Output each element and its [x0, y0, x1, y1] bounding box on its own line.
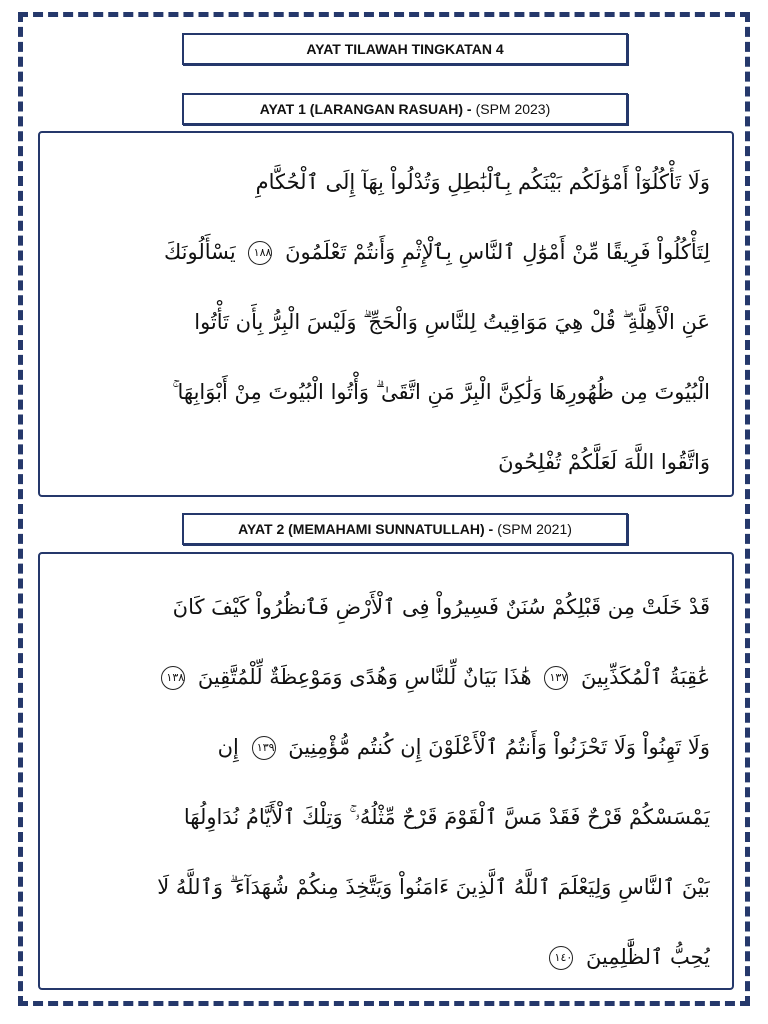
- page-title: [182, 33, 628, 65]
- verse-line: [62, 712, 710, 782]
- verse-segment: يَسْأَلُونَكَ: [163, 240, 236, 264]
- verse-line: [62, 922, 710, 992]
- verse-line: الْبُيُوتَ مِن ظُهُورِهَا وَلَٰكِنَّ الْبِرَّ مَنِ اتَّقَىٰ ۗ وَأْتُوا الْبُيُوتَ مِنْ أَبْوَابِهَا ۚ: [172, 380, 710, 404]
- verse-segment: إِن: [217, 735, 239, 759]
- ayah-number-140-icon: ١٤٠: [549, 946, 573, 970]
- ayah-number-139-icon: ١٣٩: [252, 736, 276, 760]
- ayah-number-138-icon: ١٣٨: [161, 666, 185, 690]
- section2-heading: AYAT 2 (MEMAHAMI SUNNATULLAH) - (SPM 2021): [182, 513, 628, 545]
- section1-verse: [62, 147, 710, 497]
- section1-year: (SPM 2023): [475, 101, 551, 117]
- section2-year: (SPM 2021): [497, 521, 572, 537]
- verse-line: بَيْنَ ٱلنَّاسِ وَلِيَعْلَمَ ٱللَّهُ ٱلَّذِينَ ءَامَنُواْ وَيَتَّخِذَ مِنكُمْ شُهَدَآءَ ۗ وَٱللَّهُ لَا: [157, 875, 710, 899]
- section1-label: AYAT 1 (LARANGAN RASUAH): [259, 101, 463, 117]
- verse-segment: لِتَأْكُلُواْ فَرِيقًا مِّنْ أَمْوَٰلِ ٱلنَّاسِ بِٱلْإِثْمِ وَأَنتُمْ تَعْلَمُونَ: [285, 240, 710, 264]
- verse-segment: وَلَا تَهِنُواْ وَلَا تَحْزَنُواْ وَأَنتُمُ ٱلْأَعْلَوْنَ إِن كُنتُم مُّؤْمِنِينَ: [288, 735, 710, 759]
- section1-verse-box: [38, 131, 734, 497]
- section2-label: AYAT 2 (MEMAHAMI SUNNATULLAH): [238, 521, 485, 537]
- section2-verse-box: [38, 552, 734, 990]
- ayah-number-137-icon: ١٣٧: [544, 666, 568, 690]
- verse-line: [62, 217, 710, 287]
- verse-line: قَدْ خَلَتْ مِن قَبْلِكُمْ سُنَنٌ فَسِيرُواْ فِى ٱلْأَرْضِ فَٱنظُرُواْ كَيْفَ كَانَ: [172, 595, 710, 619]
- verse-segment: يُحِبُّ ٱلظَّٰلِمِينَ: [585, 945, 710, 969]
- verse-segment: عَٰقِبَةُ ٱلْمُكَذِّبِينَ: [580, 665, 710, 689]
- verse-line: وَاتَّقُوا اللَّهَ لَعَلَّكُمْ تُفْلِحُونَ: [498, 450, 710, 474]
- verse-line: وَلَا تَأْكُلُوٓاْ أَمْوَٰلَكُم بَيْنَكُم بِٱلْبَٰطِلِ وَتُدْلُواْ بِهَآ إِلَى ٱلْحُكَّامِ: [255, 170, 710, 194]
- section2-verse: [62, 572, 710, 992]
- page-title-text: AYAT TILAWAH TINGKATAN 4: [306, 41, 504, 57]
- verse-line: يَمْسَسْكُمْ قَرْحٌ فَقَدْ مَسَّ ٱلْقَوْمَ قَرْحٌ مِّثْلُهُۥ ۚ وَتِلْكَ ٱلْأَيَّامُ نُدَاوِلُهَا: [183, 805, 710, 829]
- verse-line: [62, 642, 710, 712]
- ayah-number-188-icon: ١٨٨: [248, 241, 272, 265]
- verse-line: عَنِ الْأَهِلَّةِ ۖ قُلْ هِيَ مَوَاقِيتُ لِلنَّاسِ وَالْحَجِّ ۗ وَلَيْسَ الْبِرُّ بِأَن تَأْتُوا: [194, 310, 710, 334]
- verse-segment: هَٰذَا بَيَانٌ لِّلنَّاسِ وَهُدًى وَمَوْعِظَةٌ لِّلْمُتَّقِينَ: [197, 665, 532, 689]
- section1-heading: AYAT 1 (LARANGAN RASUAH) - (SPM 2023): [182, 93, 628, 125]
